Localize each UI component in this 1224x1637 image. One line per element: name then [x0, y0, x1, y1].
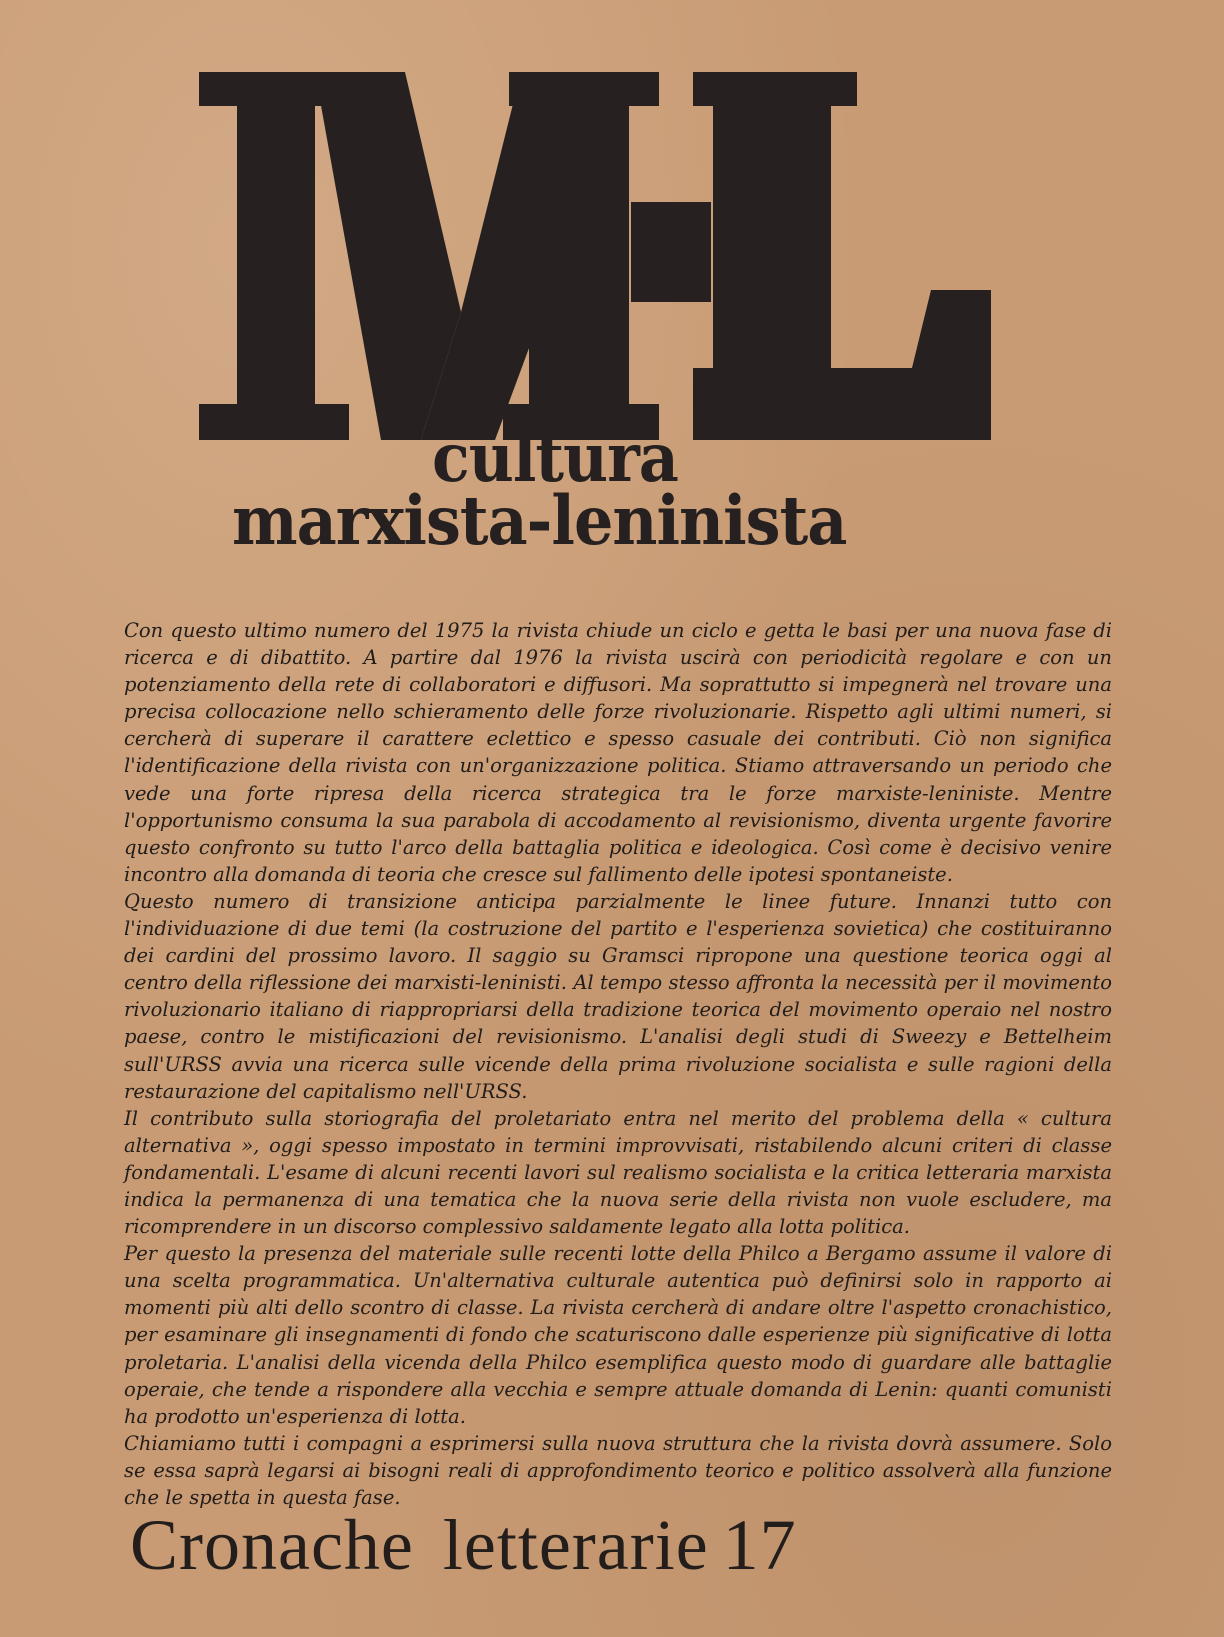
ml-logo	[199, 72, 991, 442]
editorial-paragraph: Chiamiamo tutti i compagni a esprimersi sulla nuova struttura che la rivista dovrà assumere. Solo se essa saprà legarsi ai bisogni reali di approfondimento teorico e politico assolverà alla funzione che le spetta in questa fase.	[124, 1431, 1112, 1509]
editorial-paragraph: Con questo ultimo numero del 1975 la rivista chiude un ciclo e getta le basi per una nuova fase di ricerca e di dibattito. A partire dal 1976 la rivista uscirà con periodicità regolare e con un potenziamento della rete di collaboratori e diffusori. Ma soprattutto si impegnerà nel trovare una precisa collocazione nello schieramento delle forze rivoluzionarie. Rispetto agli ultimi numeri, si cercherà di superare il carattere eclettico e spesso casuale dei contributi. Ciò non significa l'identificazione della rivista con un'organizzazione politica. Stiamo attraversando un periodo che vede una forte ripresa della ricerca strategica tra le forze marxiste-leniniste. Mentre l'opportunismo consuma la sua parabola di accodamento al revisionismo, diventa urgente favorire questo confronto su tutto l'arco della battaglia politica e ideologica. Così come è decisivo venire incontro alla domanda di teoria che cresce sul fallimento delle ipotesi spontaneiste.	[124, 619, 1112, 886]
editorial-paragraph: Per questo la presenza del materiale sulle recenti lotte della Philco a Bergamo assume il valore di una scelta programmatica. Un'alternativa culturale autentica può definirsi solo in rapporto ai momenti più alti dello scontro di classe. La rivista cercherà di andare oltre l'aspetto cronachistico, per esaminare gli insegnamenti di fondo che scaturiscono dalle esperienze più significative di lotta proletaria. L'analisi della vicenda della Philco esemplifica questo modo di guardare alle battaglie operaie, che tende a rispondere alla vecchia e sempre attuale domanda di Lenin: quanti comunisti ha prodotto un'esperienza di lotta.	[124, 1242, 1112, 1428]
editorial-text	[124, 617, 1112, 1511]
letter-l-glyph	[693, 72, 991, 440]
ml-monogram-logo-icon	[199, 72, 991, 442]
subtitle-line-2: marxista-leninista	[232, 481, 847, 561]
series-title: Cronache letterarie	[130, 1505, 709, 1585]
subtitle-line-1: cultura	[432, 418, 678, 498]
letter-m-glyph	[199, 72, 659, 440]
hyphen-glyph	[631, 202, 711, 302]
editorial-paragraph: Questo numero di transizione anticipa parzialmente le linee future. Innanzi tutto con l'individuazione di due temi (la costruzione del partito e l'esperienza sovietica) che costituiranno dei cardini del prossimo lavoro. Il saggio su Gramsci ripropone una questione teorica oggi al centro della riflessione dei marxisti-leninisti. Al tempo stesso affronta la necessità per il movimento rivoluzionario italiano di riappropriarsi della tradizione teorica del movimento operaio nel nostro paese, contro le mistificazioni del revisionismo. L'analisi degli studi di Sweezy e Bettelheim sull'URSS avvia una ricerca sulle vicende della prima rivoluzione socialista e sulle ragioni della restaurazione del capitalismo nell'URSS.	[124, 889, 1112, 1103]
issue-title	[130, 1505, 797, 1585]
journal-subtitle	[232, 418, 1012, 561]
editorial-paragraph: Il contributo sulla storiografia del proletariato entra nel merito del problema della « cultura alternativa », oggi spesso impostato in termini improvvisati, ristabilendo alcuni criteri di classe fondamentali. L'esame di alcuni recenti lavori sul realismo socialista e la critica letteraria marxista indica la permanenza di una tematica che la nuova serie della rivista non vuole escludere, ma ricomprendere in un discorso complessivo saldamente legato alla lotta politica.	[124, 1106, 1112, 1239]
issue-number: 17	[722, 1505, 797, 1585]
